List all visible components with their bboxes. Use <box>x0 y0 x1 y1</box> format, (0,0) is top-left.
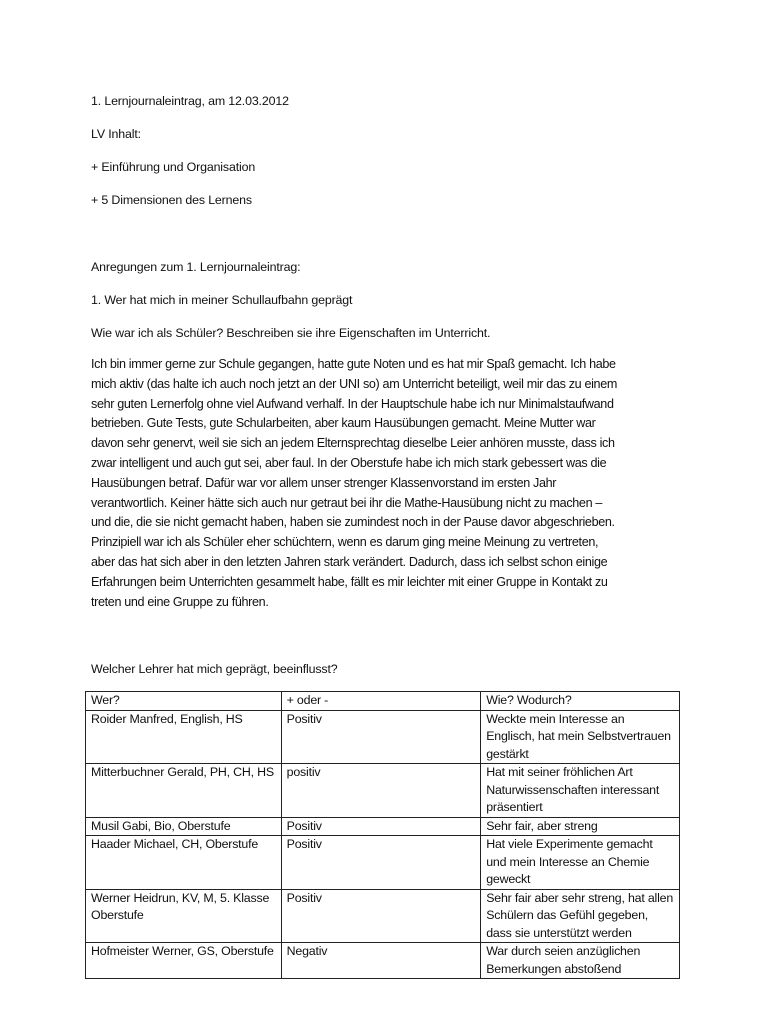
teacher-name-cell: Haader Michael, CH, Oberstufe <box>86 836 282 890</box>
rating-cell: Positiv <box>281 710 481 764</box>
header-cell-how: Wie? Wodurch? <box>481 692 680 711</box>
paragraph-line: betrieben. Gute Tests, gute Schularbeiten, aber kaum Hausübungen gemacht. Meine Mutter war <box>91 416 596 431</box>
paragraph-line: sehr guten Lernerfolg ohne viel Aufwand verhalf. In der Hauptschule habe ich nur Minimalstaufwand <box>91 396 614 411</box>
rating-cell: Positiv <box>281 889 481 943</box>
paragraph-line: aber das hat sich aber in den letzten Jahren stark verändert. Dadurch, dass ich selbst schon einige <box>91 554 608 569</box>
paragraph-line: und die, die sie nicht gemacht haben, haben sie zumindest noch in der Pause davor abgeschrieben. <box>91 515 615 530</box>
table-row <box>86 817 680 836</box>
rating-cell: Negativ <box>281 943 481 979</box>
answer-paragraph <box>91 355 681 612</box>
table-row <box>86 836 680 890</box>
entry-heading: 1. Lernjournaleintrag, am 12.03.2012 <box>91 94 289 108</box>
header-cell-who: Wer? <box>86 692 282 711</box>
table-row <box>86 764 680 818</box>
lv-content-label: LV Inhalt: <box>91 127 141 141</box>
paragraph-line: davon sehr genervt, weil sie sich an jedem Elternsprechtag dieselbe Leier anhören musste, dass ich <box>91 436 615 451</box>
paragraph-line: verantwortlich. Keiner hätte sich auch nur getraut bei ihr die Mathe-Hausübung nicht zu machen – <box>91 495 603 510</box>
prompts-title: Anregungen zum 1. Lernjournaleintrag: <box>91 260 301 274</box>
reason-cell: Sehr fair aber sehr streng, hat allen Schülern das Gefühl gegeben, dass sie unterstützt werden <box>481 889 680 943</box>
paragraph-line: Ich bin immer gerne zur Schule gegangen, hatte gute Noten und es hat mir Spaß gemacht. Ich habe <box>91 357 616 371</box>
reason-cell: War durch seien anzüglichen Bemerkungen abstoßend <box>481 943 680 979</box>
teacher-name-cell: Roider Manfred, English, HS <box>86 710 282 764</box>
teacher-name-cell: Hofmeister Werner, GS, Oberstufe <box>86 943 282 979</box>
reason-cell: Hat mit seiner fröhlichen Art Naturwissenschaften interessant präsentiert <box>481 764 680 818</box>
rating-cell: positiv <box>281 764 481 818</box>
paragraph-line: Prinzipiell war ich als Schüler eher schüchtern, wenn es darum ging meine Meinung zu vertreten, <box>91 535 599 550</box>
paragraph-line: Erfahrungen beim Unterrichten gesammelt habe, fällt es mir leichter mit einer Gruppe in Kontakt zu <box>91 574 608 589</box>
teacher-name-cell: Werner Heidrun, KV, M, 5. Klasse Oberstufe <box>86 889 282 943</box>
teacher-table <box>85 691 680 979</box>
document-body <box>91 91 681 686</box>
lv-item: + Einführung und Organisation <box>91 160 256 174</box>
teacher-name-cell: Mitterbuchner Gerald, PH, CH, HS <box>86 764 282 818</box>
table-row <box>86 889 680 943</box>
paragraph-line: treten und eine Gruppe zu führen. <box>91 594 269 609</box>
header-cell-rating: + oder - <box>281 692 481 711</box>
table-row <box>86 710 680 764</box>
question-school-career: 1. Wer hat mich in meiner Schullaufbahn geprägt <box>91 293 353 307</box>
teacher-question: Welcher Lehrer hat mich geprägt, beeinflusst? <box>91 662 338 677</box>
reason-cell: Weckte mein Interesse an Englisch, hat mein Selbstvertrauen gestärkt <box>481 710 680 764</box>
paragraph-line: zwar intelligent und auch gut sei, aber faul. In der Oberstufe habe ich mich stark gebessert was die <box>91 455 607 470</box>
question-as-student: Wie war ich als Schüler? Beschreiben sie ihre Eigenschaften im Unterricht. <box>91 326 491 340</box>
lv-item: + 5 Dimensionen des Lernens <box>91 193 252 207</box>
reason-cell: Sehr fair, aber streng <box>481 817 680 836</box>
reason-cell: Hat viele Experimente gemacht und mein Interesse an Chemie geweckt <box>481 836 680 890</box>
table-header-row <box>86 692 680 711</box>
paragraph-line: Hausübungen betraf. Dafür war vor allem unser strenger Klassenvorstand im ersten Jahr <box>91 475 557 490</box>
table-row <box>86 943 680 979</box>
rating-cell: Positiv <box>281 836 481 890</box>
teacher-name-cell: Musil Gabi, Bio, Oberstufe <box>86 817 282 836</box>
rating-cell: Positiv <box>281 817 481 836</box>
paragraph-line: mich aktiv (das halte ich auch noch jetzt an der UNI so) am Unterricht beteiligt, weil mir das zu einem <box>91 376 618 391</box>
